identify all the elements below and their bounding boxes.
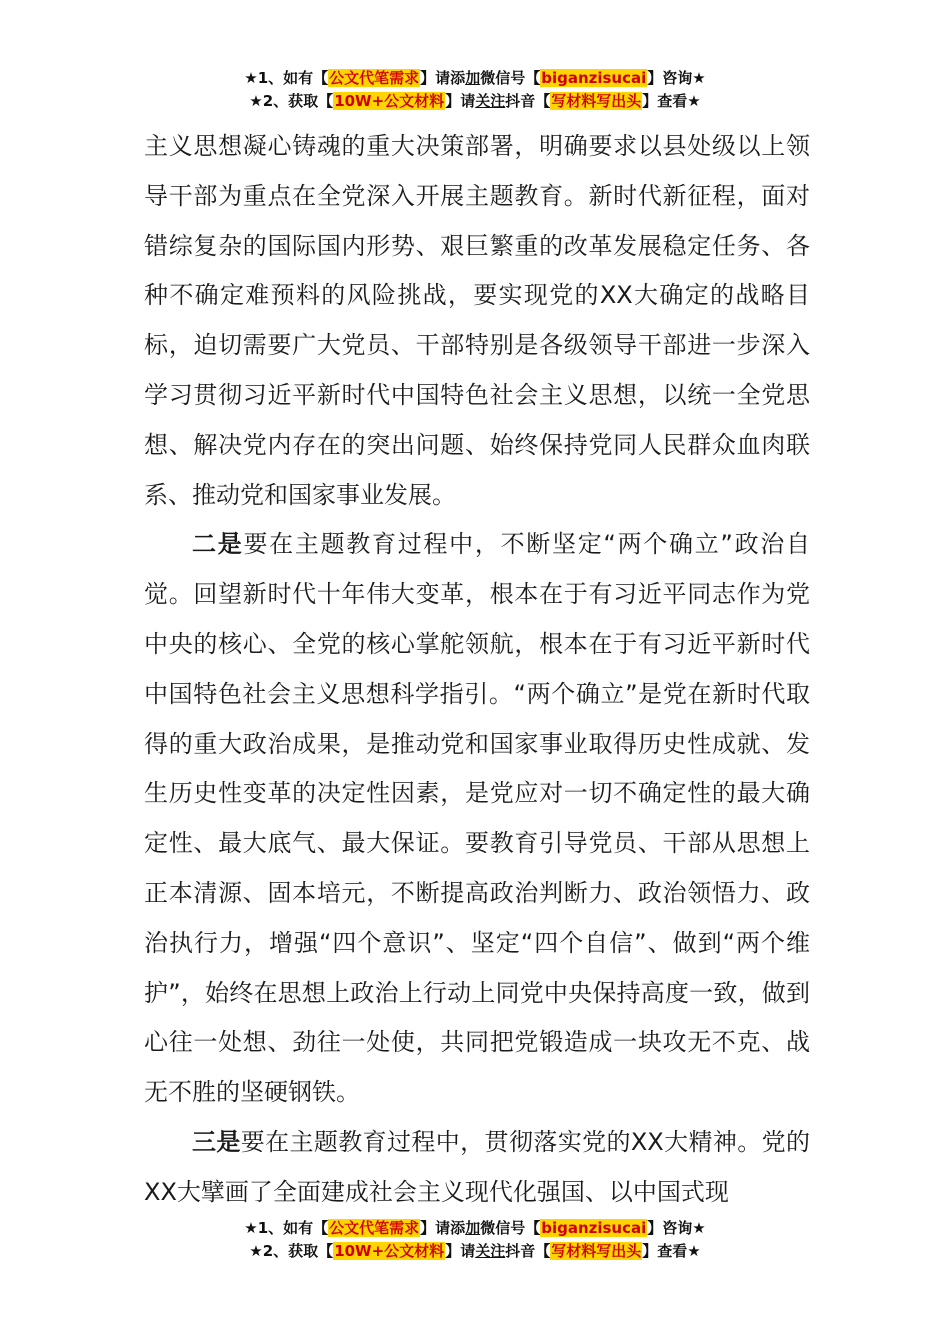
- douyin-account-highlight: 写材料写出头: [551, 1242, 642, 1260]
- promo-highlight: 公文代笔需求: [329, 1219, 420, 1237]
- promo-line-2: ★2、获取【10W+公文材料】请关注抖音【写材料写出头】查看★: [249, 92, 701, 110]
- promo-line-1: ★1、如有【公文代笔需求】请添加微信号【biganzisucai】咨询★: [244, 1219, 706, 1237]
- paragraph-lead: 三是: [192, 1127, 241, 1156]
- promo-highlight: 10W+公文材料: [334, 1242, 445, 1260]
- paragraph-3: 三是要在主题教育过程中，贯彻落实党的XX大精神。党的XX大擘画了全面建成社会主义现代化强国、以中国式现: [144, 1127, 810, 1206]
- header-promo-banner: [0, 67, 950, 113]
- document-body: [144, 122, 810, 1218]
- wechat-id-highlight: biganzisucai: [541, 1219, 647, 1237]
- douyin-account-highlight: 写材料写出头: [551, 92, 642, 110]
- wechat-id-highlight: biganzisucai: [541, 69, 647, 87]
- promo-highlight: 公文代笔需求: [329, 69, 420, 87]
- paragraph-2: 二是要在主题教育过程中，不断坚定“两个确立”政治自觉。回望新时代十年伟大变革，根本在于有习近平同志作为党中央的核心、全党的核心掌舵领航，根本在于有习近平新时代中国特色社会主义思想科学指引。“两个确立”是党在新时代取得的重大政治成果，是推动党和国家事业取得历史性成就、发生历史性变革的决定性因素，是党应对一切不确定性的最大确定性、最大底气、最大保证。要教育引导党员、干部从思想上正本清源、固本培元，不断提高政治判断力、政治领悟力、政治执行力，增强“四个意识”、坚定“四个自信”、做到“两个维护”，始终在思想上政治上行动上同党中央保持高度一致，做到心往一处想、劲往一处使，共同把党锻造成一块攻无不克、战无不胜的坚硬钢铁。: [144, 530, 811, 1107]
- promo-line-2: ★2、获取【10W+公文材料】请关注抖音【写材料写出头】查看★: [249, 1242, 701, 1260]
- promo-line-1: ★1、如有【公文代笔需求】请添加微信号【biganzisucai】咨询★: [244, 69, 706, 87]
- footer-promo-banner: [0, 1217, 950, 1263]
- paragraph-1: 主义思想凝心铸魂的重大决策部署，明确要求以县处级以上领导干部为重点在全党深入开展主题教育。新时代新征程，面对错综复杂的国际国内形势、艰巨繁重的改革发展稳定任务、各种不确定难预料的风险挑战，要实现党的XX大确定的战略目标，迫切需要广大党员、干部特别是各级领导干部进一步深入学习贯彻习近平新时代中国特色社会主义思想，以统一全党思想、解决党内存在的突出问题、始终保持党同人民群众血肉联系、推动党和国家事业发展。: [144, 132, 810, 509]
- promo-highlight: 10W+公文材料: [334, 92, 445, 110]
- paragraph-lead: 二是: [192, 530, 244, 559]
